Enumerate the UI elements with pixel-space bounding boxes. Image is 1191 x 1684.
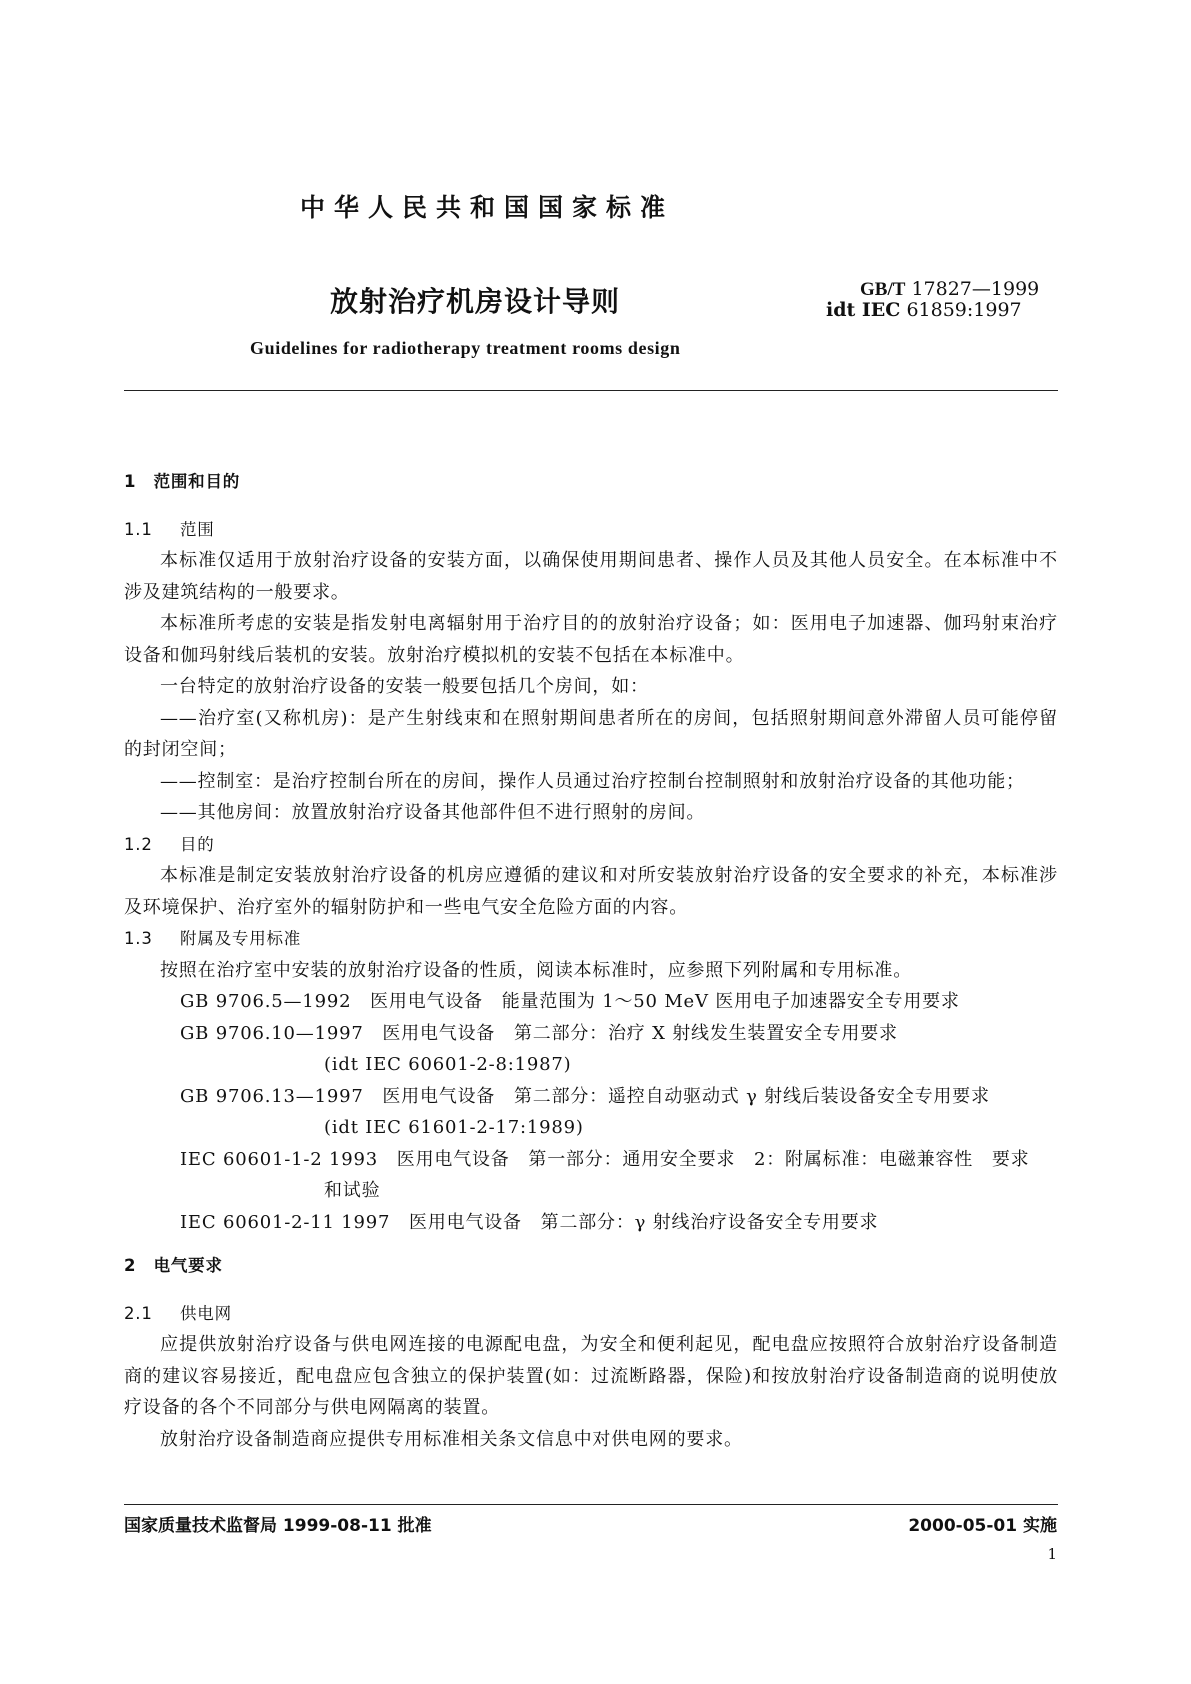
list-item: ——其他房间：放置放射治疗设备其他部件但不进行照射的房间。 [160,802,706,823]
section-heading-1: 1 范围和目的 [124,472,241,491]
subsection-title: 附属及专用标准 [180,929,302,948]
standard-code-prefix: GB/T [860,279,906,300]
subsection-number: 1.1 [124,519,153,539]
subsection-1-1 [124,514,1058,546]
paragraph: 本标准所考虑的安装是指发射电离辐射用于治疗目的的放射治疗设备；如：医用电子加速器、伽玛射束治疗设备和伽玛射线后装机的安装。放射治疗模拟机的安装不包括在本标准中。 [124,613,1058,666]
paragraph: 放射治疗设备制造商应提供专用标准相关条文信息中对供电网的要求。 [160,1428,743,1450]
section-heading-2: 2 电气要求 [124,1256,223,1275]
approval-line: 国家质量技术监督局 1999-08-11 批准 [124,1516,432,1536]
subsection-1-3 [124,923,1058,955]
list-item: ——控制室：是治疗控制台所在的房间，操作人员通过治疗控制台控制照射和放射治疗设备的其他功能； [160,770,1025,792]
reference-standard: GB 9706.5—1992 医用电气设备 能量范围为 1～50 MeV 医用电子加速器安全专用要求 [180,991,960,1012]
idt-code-prefix: idt IEC [826,299,901,321]
reference-standard-continuation: (idt IEC 61601-2-17:1989) [324,1117,584,1138]
paragraph: 一台特定的放射治疗设备的安装一般要包括几个房间，如： [160,676,649,697]
subsection-title: 范围 [180,519,215,539]
document-body [124,466,1058,1455]
header-divider [124,390,1058,391]
implementation-date: 2000-05-01 实施 [908,1516,1057,1536]
subsection-number: 2.1 [124,1303,153,1323]
page-number: 1 [1047,1545,1057,1563]
standard-title-en: Guidelines for radiotherapy treatment rooms design [250,338,681,358]
standard-title-cn: 放射治疗机房设计导则 [330,285,621,318]
reference-standard-continuation: (idt IEC 60601-2-8:1987) [324,1054,572,1075]
list-item: ——治疗室(又称机房)：是产生射线束和在照射期间患者所在的房间，包括照射期间意外滞留人员可能停留的封闭空间； [124,707,1058,760]
reference-standard: GB 9706.10—1997 医用电气设备 第二部分：治疗 X 射线发生装置安全专用要求 [180,1022,898,1044]
standard-code-number: 17827—1999 [911,278,1040,300]
reference-standard: GB 9706.13—1997 医用电气设备 第二部分：遥控自动驱动式 γ 射线后装设备安全专用要求 [180,1085,990,1107]
idt-code-number: 61859:1997 [906,299,1022,321]
subsection-number: 1.3 [124,929,153,948]
reference-standard: IEC 60601-2-11 1997 医用电气设备 第二部分：γ 射线治疗设备安全专用要求 [180,1211,879,1233]
paragraph: 应提供放射治疗设备与供电网连接的电源配电盘，为安全和便利起见，配电盘应按照符合放射治疗设备制造商的建议容易接近，配电盘应包含独立的保护装置(如：过流断路器，保险)和按放射治疗设备制造商的说明使放疗设备的各个不同部分与供电网隔离的装置。 [124,1334,1058,1418]
footer-divider [124,1504,1058,1505]
paragraph: 本标准是制定安装放射治疗设备的机房应遵循的建议和对所安装放射治疗设备的安全要求的补充，本标准涉及环境保护、治疗室外的辐射防护和一些电气安全危险方面的内容。 [124,865,1058,918]
subsection-2-1 [124,1298,1058,1330]
standard-code [860,278,1039,301]
reference-standard: IEC 60601-1-2 1993 医用电气设备 第一部分：通用安全要求 2：附属标准：电磁兼容性 要求 [180,1148,1030,1170]
subsection-title: 目的 [180,834,215,854]
paragraph: 本标准仅适用于放射治疗设备的安装方面，以确保使用期间患者、操作人员及其他人员安全。在本标准中不涉及建筑结构的一般要求。 [124,550,1058,603]
subsection-1-2 [124,829,1058,861]
idt-code [826,299,1022,321]
reference-standard-continuation: 和试验 [324,1180,381,1201]
subsection-title: 供电网 [180,1303,232,1323]
country-standard-heading: 中华人民共和国国家标准 [300,193,675,222]
paragraph: 按照在治疗室中安装的放射治疗设备的性质，阅读本标准时，应参照下列附属和专用标准。 [160,959,912,981]
subsection-number: 1.2 [124,834,153,854]
